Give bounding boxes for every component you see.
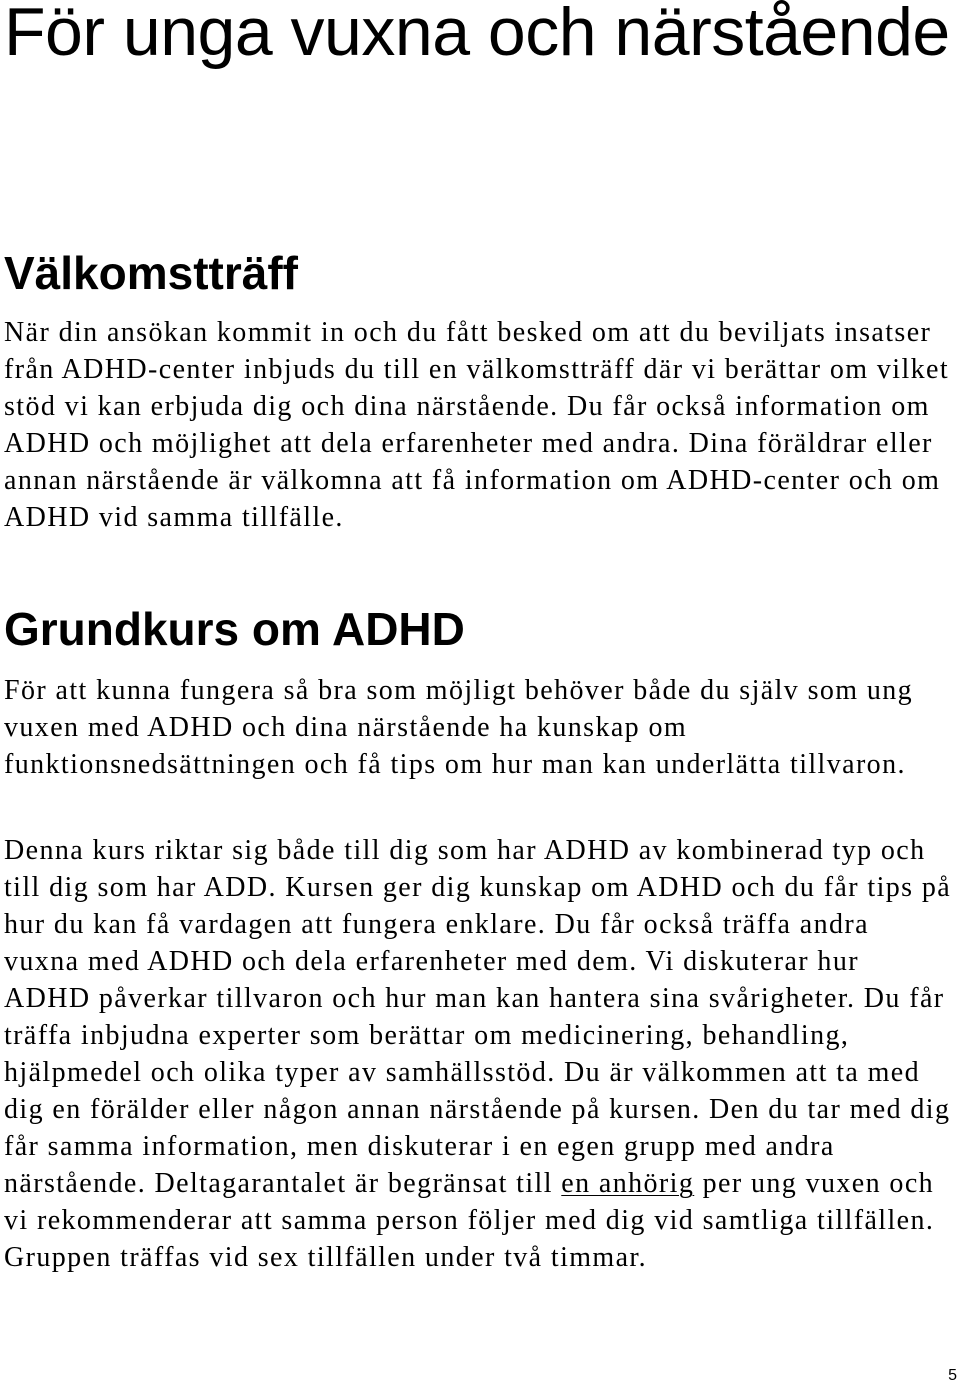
course-details-paragraph — [4, 832, 952, 1276]
course-intro-paragraph: För att kunna fungera så bra som möjligt behöver både du själv som ung vuxen med ADHD och dina närstående ha kunskap om funktionsnedsättningen och få tips om hur man kan underlätta tillvaron. — [4, 675, 914, 780]
underlined-phrase: en anhörig — [561, 1168, 695, 1199]
page-number: 5 — [948, 1367, 957, 1384]
section-heading-welcome: Välkomstträff — [4, 247, 298, 299]
section-heading-course: Grundkurs om ADHD — [4, 603, 465, 655]
course-closing-text: per ung vuxen och vi rekommenderar att samma person följer med dig vid samtliga tillfällen. Gruppen träffas vid sex tillfällen under två timmar. — [4, 1168, 935, 1273]
welcome-paragraph: När din ansökan kommit in och du fått besked om att du beviljats insatser från ADHD-center inbjuds du till en välkomstträff där vi berättar om vilket stöd vi kan erbjuda dig och dina närstående. Du får också information om ADHD och möjlighet att dela erfarenheter med andra. Dina föräldrar eller annan närstående är välkomna att få information om ADHD-center och om ADHD vid samma tillfälle. — [4, 317, 950, 533]
course-details-text: Denna kurs riktar sig både till dig som har ADHD av kombinerad typ och till dig som har ADD. Kursen ger dig kunskap om ADHD och du får tips på hur du kan få vardagen att fungera enklare. Du får också träffa andra vuxna med ADHD och dela erfarenheter med dem. Vi diskuterar hur ADHD påverkar tillvaron och hur man kan hantera sina svårigheter. Du får träffa inbjudna experter som berättar om medicinering, behandling, hjälpmedel och olika typer av samhällsstöd. Du är välkommen att ta med dig en förälder eller någon annan närstående på kursen. Den du tar med dig får samma information, men diskuterar i en egen grupp med andra närstående. Deltagarantalet är begränsat till — [4, 835, 952, 1199]
page-title: För unga vuxna och närstående — [4, 0, 950, 70]
